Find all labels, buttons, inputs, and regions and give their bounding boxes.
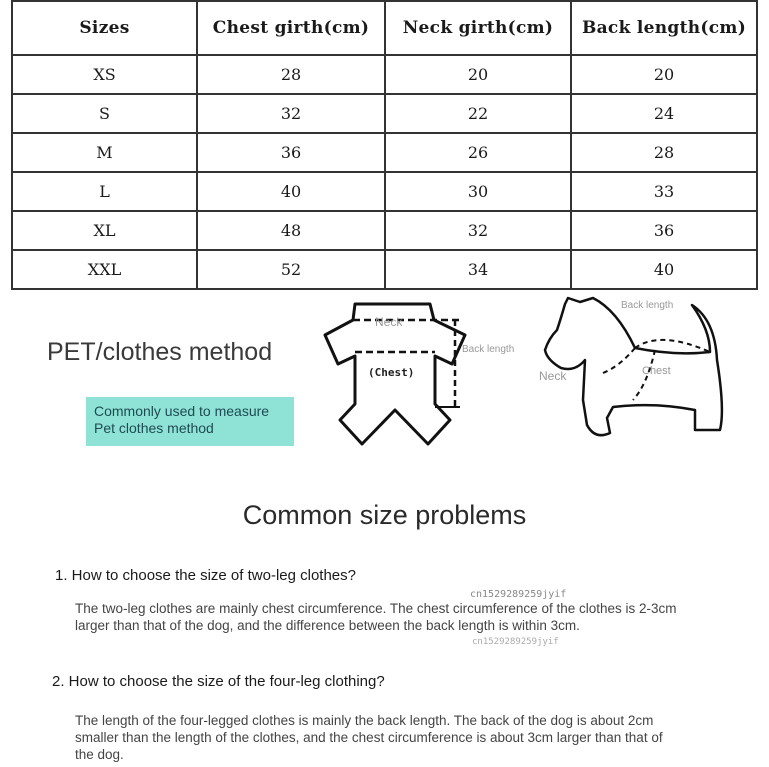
chest-cell: 36 <box>197 133 385 172</box>
svg-text:Neck: Neck <box>375 315 403 329</box>
neck-cell: 22 <box>385 94 571 133</box>
method-note <box>86 397 294 446</box>
header-neck-girth: Neck girth(cm) <box>385 1 571 55</box>
size-chart-table <box>11 0 758 290</box>
chest-cell: 28 <box>197 55 385 94</box>
size-cell: M <box>12 133 197 172</box>
chest-cell: 52 <box>197 250 385 289</box>
back-cell: 36 <box>571 211 757 250</box>
table-header-row <box>12 1 757 55</box>
size-cell: XS <box>12 55 197 94</box>
back-cell: 24 <box>571 94 757 133</box>
faq-answer-2: The length of the four-legged clothes is mainly the back length. The back of the dog is about 2cm smaller than the length of the clothes, and the chest circumference is about 3cm larger than that of the dog. <box>75 713 663 762</box>
table-row <box>12 94 757 133</box>
chest-cell: 32 <box>197 94 385 133</box>
neck-cell: 34 <box>385 250 571 289</box>
method-note-line2: Pet clothes method <box>94 420 214 436</box>
faq-question-2: 2. How to choose the size of the four-leg clothing? <box>52 673 385 690</box>
watermark: cn1529289259jyif <box>470 589 567 600</box>
chest-cell: 48 <box>197 211 385 250</box>
svg-text:(Chest): (Chest) <box>368 366 415 379</box>
table-row <box>12 211 757 250</box>
dog-diagram-icon <box>535 290 735 440</box>
table-row <box>12 133 757 172</box>
chest-cell: 40 <box>197 172 385 211</box>
back-cell: 20 <box>571 55 757 94</box>
method-note-line1: Commonly used to measure <box>94 403 270 419</box>
size-cell: XL <box>12 211 197 250</box>
header-chest-girth: Chest girth(cm) <box>197 1 385 55</box>
neck-cell: 20 <box>385 55 571 94</box>
size-cell: S <box>12 94 197 133</box>
size-cell: L <box>12 172 197 211</box>
faq-title: Common size problems <box>242 500 527 530</box>
svg-text:Chest: Chest <box>642 365 671 377</box>
svg-text:Back length: Back length <box>462 344 515 355</box>
neck-cell: 26 <box>385 133 571 172</box>
svg-text:Neck: Neck <box>539 369 567 383</box>
table-row <box>12 55 757 94</box>
svg-text:Back length: Back length <box>621 300 674 311</box>
back-cell: 28 <box>571 133 757 172</box>
table-row <box>12 172 757 211</box>
neck-cell: 30 <box>385 172 571 211</box>
neck-cell: 32 <box>385 211 571 250</box>
method-title: PET/clothes method <box>47 338 273 366</box>
table-row <box>12 250 757 289</box>
size-cell: XXL <box>12 250 197 289</box>
faq-question-1: 1. How to choose the size of two-leg clothes? <box>55 567 356 584</box>
watermark: cn1529289259jyif <box>472 637 559 647</box>
clothes-diagram-icon <box>320 292 530 452</box>
header-back-length: Back length(cm) <box>571 1 757 55</box>
header-sizes: Sizes <box>12 1 197 55</box>
back-cell: 33 <box>571 172 757 211</box>
faq-answer-1: The two-leg clothes are mainly chest circumference. The chest circumference of the clothes is 2-3cm larger than that of the dog, and the difference between the back length is within 3cm. <box>75 601 677 633</box>
back-cell: 40 <box>571 250 757 289</box>
